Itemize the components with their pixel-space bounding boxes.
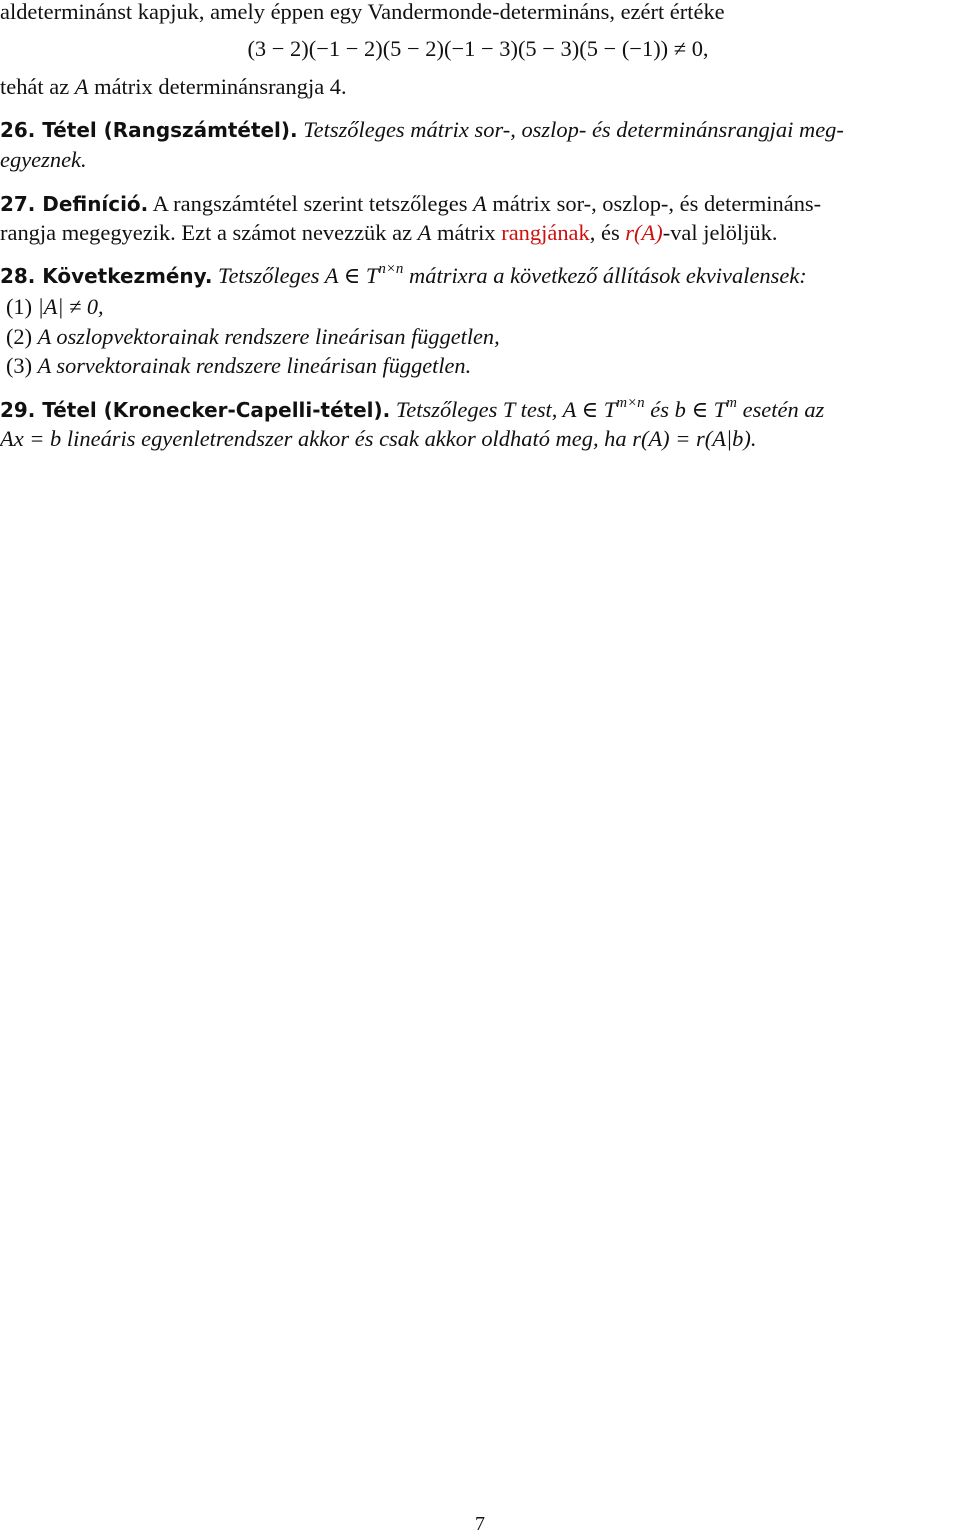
text-span: mátrix xyxy=(431,220,502,245)
corollary-item-2 xyxy=(6,322,954,352)
text-line-1 xyxy=(0,0,954,27)
text-span: rangja megegyezik. Ezt a számot nevezzük az xyxy=(0,220,418,245)
theorem-29 xyxy=(0,395,954,425)
theorem-text: egyeznek. xyxy=(0,147,87,172)
text-span: aldeterminánst kapjuk, amely éppen egy Vandermonde-determináns, ezért értéke xyxy=(0,0,725,24)
theorem-text: esetén az xyxy=(736,397,825,422)
item-number: (3) xyxy=(6,353,38,378)
text-span: mátrix determinánsrangja 4. xyxy=(88,74,347,99)
text-span: A rangszámtétel szerint tetszőleges xyxy=(148,191,474,216)
theorem-text: Tetszőleges T test, A ∈ T xyxy=(390,397,617,422)
theorem-29-line-2 xyxy=(0,424,954,454)
corollary-item-1 xyxy=(6,292,954,322)
item-number: (1) xyxy=(6,294,38,319)
theorem-heading: 26. Tétel (Rangszámtétel). xyxy=(0,118,298,142)
item-text: |A| ≠ 0, xyxy=(37,294,104,319)
superscript: n×n xyxy=(378,260,404,277)
math-var: A xyxy=(473,191,487,216)
corollary-text: Tetszőleges A ∈ T xyxy=(212,263,379,288)
superscript: m×n xyxy=(616,394,645,411)
defined-term: rangjának xyxy=(501,220,590,245)
text-span: tehát az xyxy=(0,74,75,99)
item-text: A sorvektorainak rendszere lineárisan független. xyxy=(37,353,472,378)
item-text: A oszlopvektorainak rendszere lineárisan független, xyxy=(37,324,500,349)
math-var: A xyxy=(417,220,432,245)
page-number: 7 xyxy=(475,1513,485,1535)
definition-heading: 27. Definíció. xyxy=(0,192,149,216)
superscript: m xyxy=(726,394,737,411)
math-var: A xyxy=(74,74,89,99)
theorem-text: Ax = b lineáris egyenletrendszer akkor és csak akkor oldható meg, ha r(A) = r(A|b). xyxy=(0,426,757,451)
theorem-heading: 29. Tétel (Kronecker-Capelli-tétel). xyxy=(0,398,391,422)
item-number: (2) xyxy=(6,324,38,349)
corollary-heading: 28. Következmény. xyxy=(0,264,213,288)
corollary-item-3 xyxy=(6,351,954,381)
text-line-3 xyxy=(0,72,954,102)
theorem-26-line-2 xyxy=(0,145,954,175)
theorem-26 xyxy=(0,115,954,145)
text-span: , és xyxy=(589,220,626,245)
equation-text: (3 − 2)(−1 − 2)(5 − 2)(−1 − 3)(5 − 3)(5 − (−1)) ≠ 0, xyxy=(247,36,709,61)
definition-27 xyxy=(0,189,954,219)
display-equation xyxy=(1,34,955,64)
text-span: mátrix sor-, oszlop-, és determináns- xyxy=(486,191,822,216)
rank-notation: r(A) xyxy=(625,220,663,245)
theorem-text: Tetszőleges mátrix sor-, oszlop- és determinánsrangjai meg- xyxy=(297,117,844,142)
theorem-text: és b ∈ T xyxy=(644,397,727,422)
corollary-28 xyxy=(0,261,954,291)
corollary-text: mátrixra a következő állítások ekvivalensek: xyxy=(403,263,807,288)
definition-27-line-2 xyxy=(0,218,954,248)
text-span: -val jelöljük. xyxy=(662,220,778,245)
